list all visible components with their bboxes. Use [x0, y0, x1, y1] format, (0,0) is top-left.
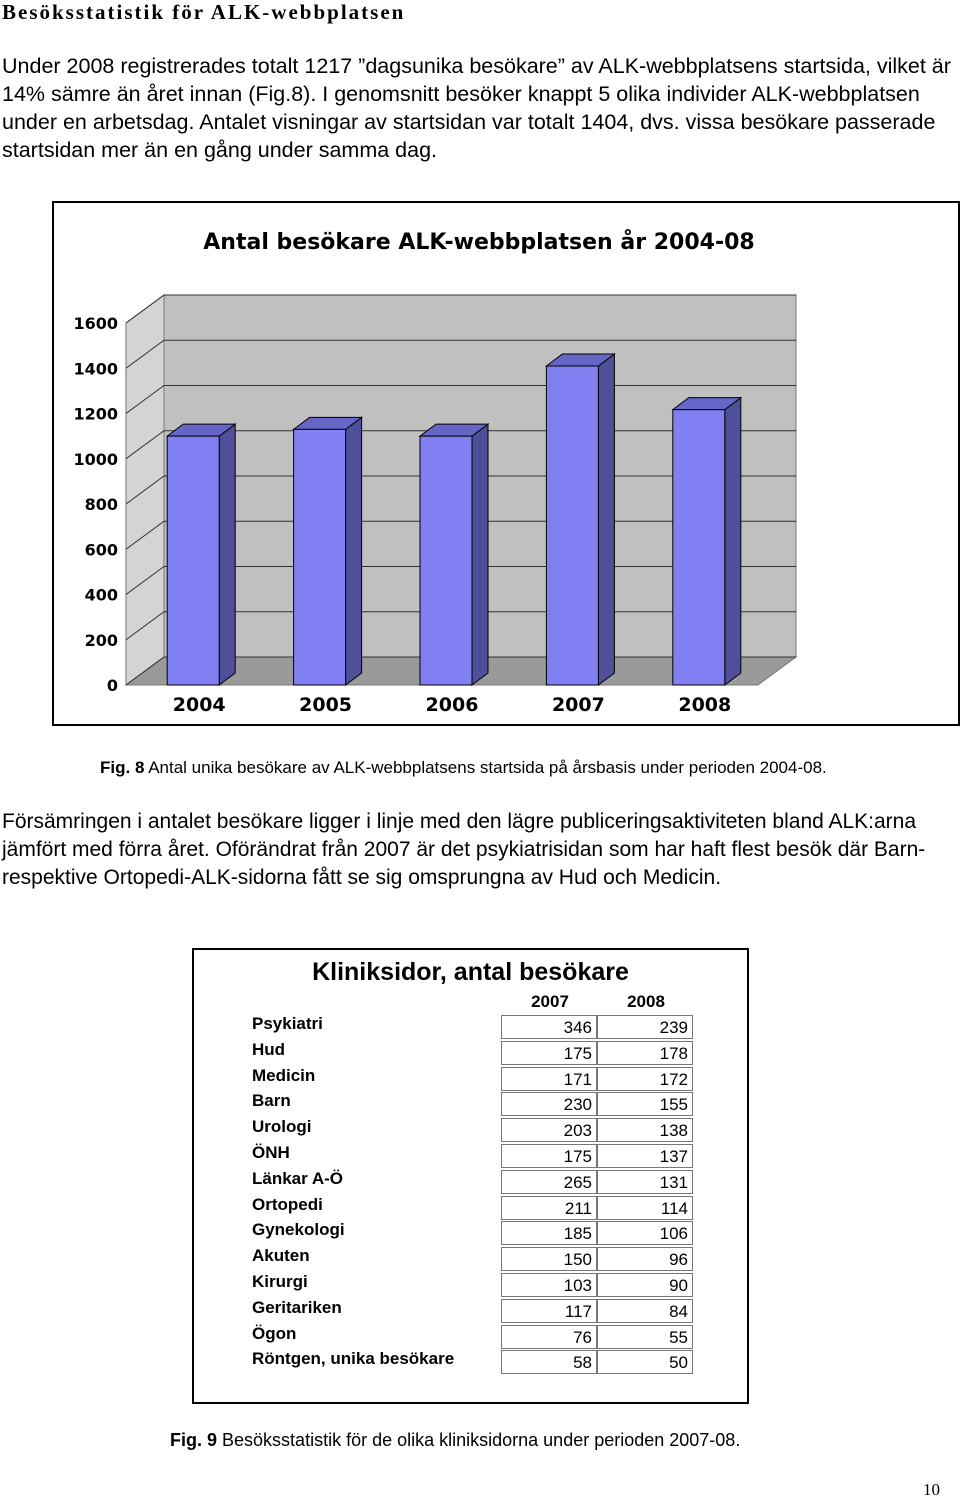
intro-paragraph: Under 2008 registrerades totalt 1217 ”dagsunika besökare” av ALK-webbplatsens startsida, vilket är 14% sämre än året innan (Fig.8). I genomsnitt besöker knappt 5 olika individer ALK-webbplatsen under en arbetsdag. Antalet visningar av startsidan var totalt 1404, dvs. vissa besökare passerade startsidan mer än en gång under samma dag.	[2, 54, 951, 162]
value-cell-2007: 103	[501, 1273, 597, 1297]
value-cell-2008: 155	[597, 1092, 693, 1116]
value-cell-2008: 138	[597, 1118, 693, 1142]
clinic-name: Ortopedi	[252, 1194, 323, 1214]
fig9-number: 9	[207, 1430, 218, 1450]
y-tick-label: 400	[84, 585, 118, 605]
clinic-visitors-table	[192, 948, 749, 1404]
value-cell-2007: 265	[501, 1170, 597, 1194]
value-cell-2008: 90	[597, 1273, 693, 1297]
bar-2004	[167, 436, 219, 685]
value-cell-2007: 76	[501, 1325, 597, 1349]
x-category-label: 2005	[299, 694, 353, 716]
value-cell-2008: 106	[597, 1221, 693, 1245]
fig9-label: Fig.	[170, 1430, 202, 1450]
y-tick-label: 1600	[73, 314, 118, 333]
value-cell-2008: 55	[597, 1325, 693, 1349]
clinic-name: Kirurgi	[252, 1272, 308, 1291]
x-category-label: 2004	[172, 694, 226, 716]
y-tick-label: 600	[84, 540, 118, 560]
value-cell-2007: 117	[501, 1299, 597, 1323]
y-tick-label: 0	[106, 676, 118, 695]
y-tick-label: 200	[84, 630, 118, 650]
value-cell-2007: 185	[501, 1221, 597, 1245]
value-cell-2008: 172	[597, 1067, 693, 1091]
value-cell-2008: 114	[597, 1196, 693, 1220]
value-cell-2007: 346	[501, 1015, 597, 1039]
value-cell-2007: 150	[501, 1247, 597, 1271]
y-tick-label: 1200	[73, 404, 118, 424]
bar-side	[219, 424, 235, 685]
analysis-paragraph: Försämringen i antalet besökare ligger i linje med den lägre publiceringsaktiviteten bland ALK:arna jämfört med förra året. Oförändrat från 2007 är det psykiatrisidan som har haft flest besök där Barn- respektive Ortopedi-ALK-sidorna fått se sig omsprungna av Hud och Medicin.	[2, 810, 926, 889]
value-cell-2007: 211	[501, 1196, 597, 1220]
fig8-label: Fig.	[100, 758, 131, 777]
column-header-2007: 2007	[531, 992, 569, 1011]
chart-title: Antal besökare ALK-webbplatsen år 2004-08	[203, 230, 755, 255]
clinic-name: Psykiatri	[252, 1014, 323, 1033]
value-cell-2008: 84	[597, 1299, 693, 1323]
value-cell-2008: 178	[597, 1041, 693, 1065]
x-category-label: 2007	[551, 694, 605, 716]
bar-2005	[294, 429, 346, 685]
fig9-caption	[170, 1430, 740, 1451]
value-cell-2007: 175	[501, 1144, 597, 1168]
page-number: 10	[923, 1480, 940, 1499]
bar-side	[598, 354, 614, 685]
y-tick-label: 1000	[73, 449, 118, 469]
bar-side	[472, 424, 488, 685]
bar-side	[725, 398, 741, 685]
column-header-2008: 2008	[627, 992, 665, 1011]
clinic-name: Barn	[252, 1091, 291, 1111]
clinic-name: Akuten	[252, 1246, 310, 1266]
bar-side	[346, 417, 362, 685]
value-cell-2008: 239	[597, 1015, 693, 1039]
bar-2008	[673, 410, 725, 685]
value-cell-2008: 137	[597, 1144, 693, 1168]
value-cell-2008: 50	[597, 1350, 693, 1374]
clinic-name: Geritariken	[252, 1297, 342, 1317]
clinic-name: Länkar A-Ö	[252, 1168, 344, 1188]
x-category-label: 2006	[425, 694, 479, 716]
clinic-name: Medicin	[252, 1065, 316, 1085]
bar-2007	[546, 366, 598, 685]
value-cell-2007: 58	[501, 1350, 597, 1374]
clinic-name: Ögon	[252, 1323, 297, 1343]
value-cell-2008: 131	[597, 1170, 693, 1194]
value-cell-2007: 175	[501, 1041, 597, 1065]
value-cell-2007: 230	[501, 1092, 597, 1116]
visitors-bar-chart	[52, 201, 960, 726]
value-cell-2008: 96	[597, 1247, 693, 1271]
bar-chart-svg	[54, 203, 958, 724]
fig8-number: 8	[134, 758, 145, 777]
fig9-text: Besöksstatistik för de olika kliniksidorna under perioden 2007-08.	[217, 1430, 741, 1450]
fig8-text: Antal unika besökare av ALK-webbplatsens startsida på årsbasis under perioden 2004-08.	[144, 758, 827, 777]
fig8-caption	[100, 758, 827, 778]
clinic-name: Gynekologi	[252, 1220, 345, 1240]
value-cell-2007: 203	[501, 1118, 597, 1142]
table-title: Kliniksidor, antal besökare	[312, 958, 629, 986]
x-category-label: 2008	[678, 694, 732, 716]
bar-2006	[420, 436, 472, 685]
y-tick-label: 800	[84, 495, 118, 514]
y-tick-label: 1400	[73, 359, 118, 379]
clinic-name: Röntgen, unika besökare	[252, 1349, 455, 1369]
section-heading: Besöksstatistik för ALK-webbplatsen	[2, 0, 406, 24]
clinic-name: Urologi	[252, 1117, 312, 1137]
value-cell-2007: 171	[501, 1067, 597, 1091]
clinic-name: Hud	[252, 1039, 286, 1059]
clinic-name: ÖNH	[252, 1143, 290, 1162]
